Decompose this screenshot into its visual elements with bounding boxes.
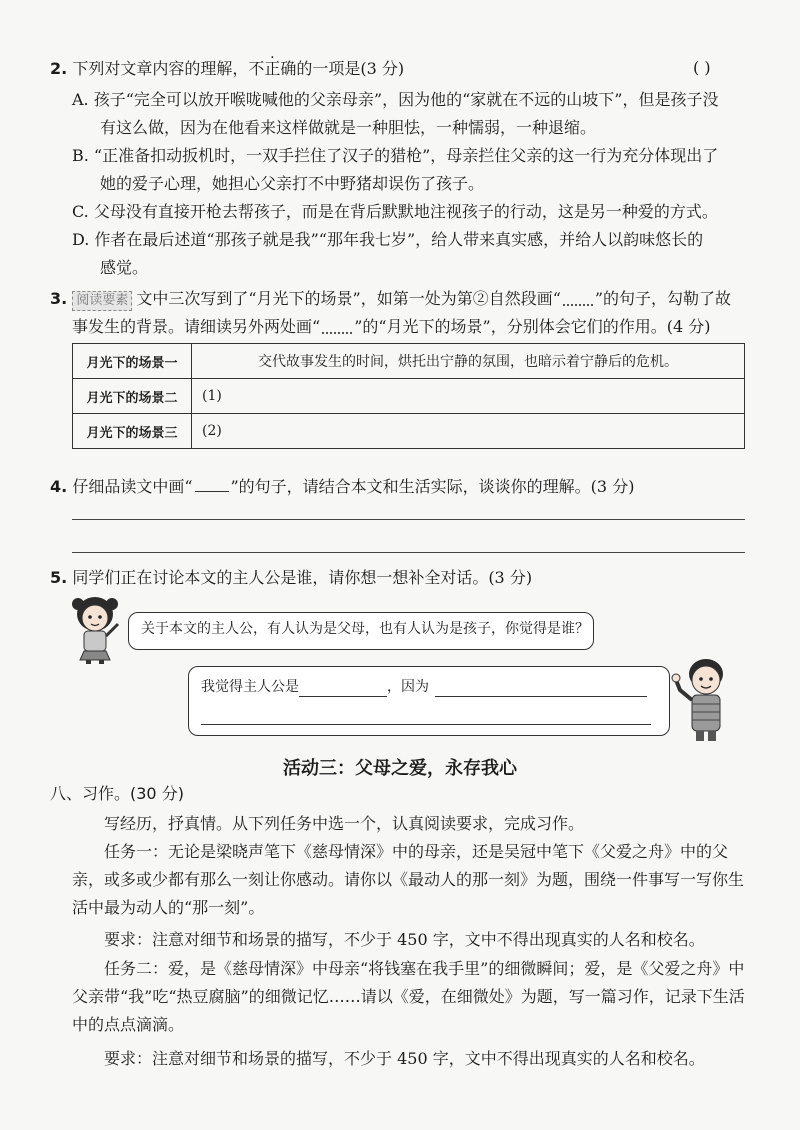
activity3-heading: 活动三：父母之爱，永存我心 — [283, 758, 517, 779]
q4-answer-line[interactable] — [72, 552, 745, 553]
q3-line1-a: 文中三次写到了“月光下的场景”，如第一处为第②自然段画“ — [136, 289, 561, 308]
table-row — [73, 344, 745, 379]
q4-text-b: ”的句子，请结合本文和生活实际，谈谈你的理解。(3 分) — [230, 477, 635, 496]
q2-option-d-line2: 感觉。 — [100, 258, 149, 277]
task1-text: 任务一：无论是梁晓声笔下《慈母情深》中的母亲，还是吴冠中笔下《父爱之舟》中的父亲，或多或少都有那么一刻让你感动。请你以《最动人的那一刻》为题，围绕一件事写一写你生活中最为动人的“那一刻”。 — [72, 842, 745, 917]
scene3-answer-cell[interactable]: (2) — [192, 414, 745, 449]
table-row — [73, 414, 745, 449]
task1-requirement: 要求：注意对细节和场景的描写，不少于 450 字，文中不得出现真实的人名和校名。 — [104, 930, 705, 949]
reason-blank[interactable] — [435, 680, 647, 697]
q3-line2 — [72, 316, 710, 338]
q5-number: 5. — [50, 568, 68, 587]
q4-stem — [50, 476, 634, 498]
q2-option-b-line2: 她的爱子心理，她担心父亲打不中野猪却误伤了孩子。 — [100, 174, 485, 193]
q3-number: 3. — [50, 289, 68, 308]
protagonist-blank[interactable] — [299, 680, 387, 697]
wavy-line-mark — [563, 294, 593, 306]
bubble-question-text: 关于本文的主人公，有人认为是父母，也有人认为是孩子，你觉得是谁？ — [141, 621, 589, 637]
q2-stem-emphasis: 不正确 — [248, 59, 297, 78]
section8-intro: 写经历，抒真情。从下列任务中选一个，认真阅读要求，完成习作。 — [104, 814, 585, 833]
scene2-answer-cell[interactable]: (1) — [192, 379, 745, 414]
table-row — [73, 379, 745, 414]
section8-title: 八、习作。(30 分) — [50, 784, 184, 803]
underline-mark — [195, 477, 229, 492]
q2-stem — [50, 58, 404, 80]
scene2-header: 月光下的场景二 — [73, 379, 192, 414]
scene3-header: 月光下的场景三 — [73, 414, 192, 449]
q3-line2-b: ”的“月光下的场景”，分别体会它们的作用。(4 分) — [354, 317, 711, 336]
q4-text-a: 仔细品读文中画“ — [72, 477, 193, 496]
moonlight-scenes-table — [72, 343, 745, 449]
girl-illustration — [64, 594, 126, 664]
reading-element-tag: 阅读要素 — [72, 291, 132, 311]
q2-stem-before: 下列对文章内容的理解， — [72, 59, 249, 78]
speech-bubble-answer — [188, 666, 670, 736]
reason-blank-continued[interactable] — [201, 708, 651, 725]
q4-number: 4. — [50, 477, 68, 496]
task2-requirement: 要求：注意对细节和场景的描写，不少于 450 字，文中不得出现真实的人名和校名。 — [104, 1049, 705, 1068]
q3-line1-b: ”的句子，勾勒了故 — [594, 289, 732, 308]
boy-illustration — [670, 656, 736, 742]
answer-line2 — [201, 705, 657, 725]
q2-option-a-line1: A. 孩子“完全可以放开喉咙喊他的父亲母亲”，因为他的“家就在不远的山坡下”，但是孩子没 — [72, 90, 719, 109]
q4-answer-line[interactable] — [72, 519, 745, 520]
bubble-answer-because: ，因为 — [387, 679, 429, 695]
q2-option-b-line1: B. “正准备扣动扳机时，一双手拦住了汉子的猎枪”，母亲拦住父亲的这一行为充分体现出了 — [72, 146, 719, 165]
scene1-header: 月光下的场景一 — [73, 344, 192, 379]
q2-option-d-line1: D. 作者在最后述道“那孩子就是我”“那年我七岁”，给人带来真实感，并给人以韵味悠长的 — [72, 230, 704, 249]
answer-line1 — [201, 677, 657, 697]
q3-line2-a: 事发生的背景。请细读另外两处画“ — [72, 317, 321, 336]
q3-line1 — [50, 288, 731, 311]
bubble-answer-prefix: 我觉得主人公是 — [201, 679, 299, 695]
task2-text: 任务二：爱，是《慈母情深》中母亲“将钱塞在我手里”的细微瞬间；爱，是《父爱之舟》中父亲带“我”吃“热豆腐脑”的细微记忆……请以《爱，在细微处》为题，写一篇习作，记录下生活中的点点滴滴。 — [72, 959, 745, 1034]
q2-number: 2. — [50, 59, 68, 78]
wavy-line-mark — [322, 322, 352, 334]
q2-stem-after: 的一项是(3 分) — [296, 59, 405, 78]
q2-answer-bracket[interactable]: ( ) — [693, 58, 711, 77]
speech-bubble-question — [128, 612, 594, 650]
q2-option-c: C. 父母没有直接开枪去帮孩子，而是在背后默默地注视孩子的行动，这是另一种爱的方式。 — [72, 202, 718, 221]
q5-stem — [50, 567, 532, 589]
q2-option-a-line2: 有这么做，因为在他看来这样做就是一种胆怯，一种懦弱，一种退缩。 — [100, 118, 597, 137]
q5-text: 同学们正在讨论本文的主人公是谁，请你想一想补全对话。(3 分) — [72, 568, 533, 587]
scene1-value: 交代故事发生的时间，烘托出宁静的氛围，也暗示着宁静后的危机。 — [192, 344, 745, 379]
